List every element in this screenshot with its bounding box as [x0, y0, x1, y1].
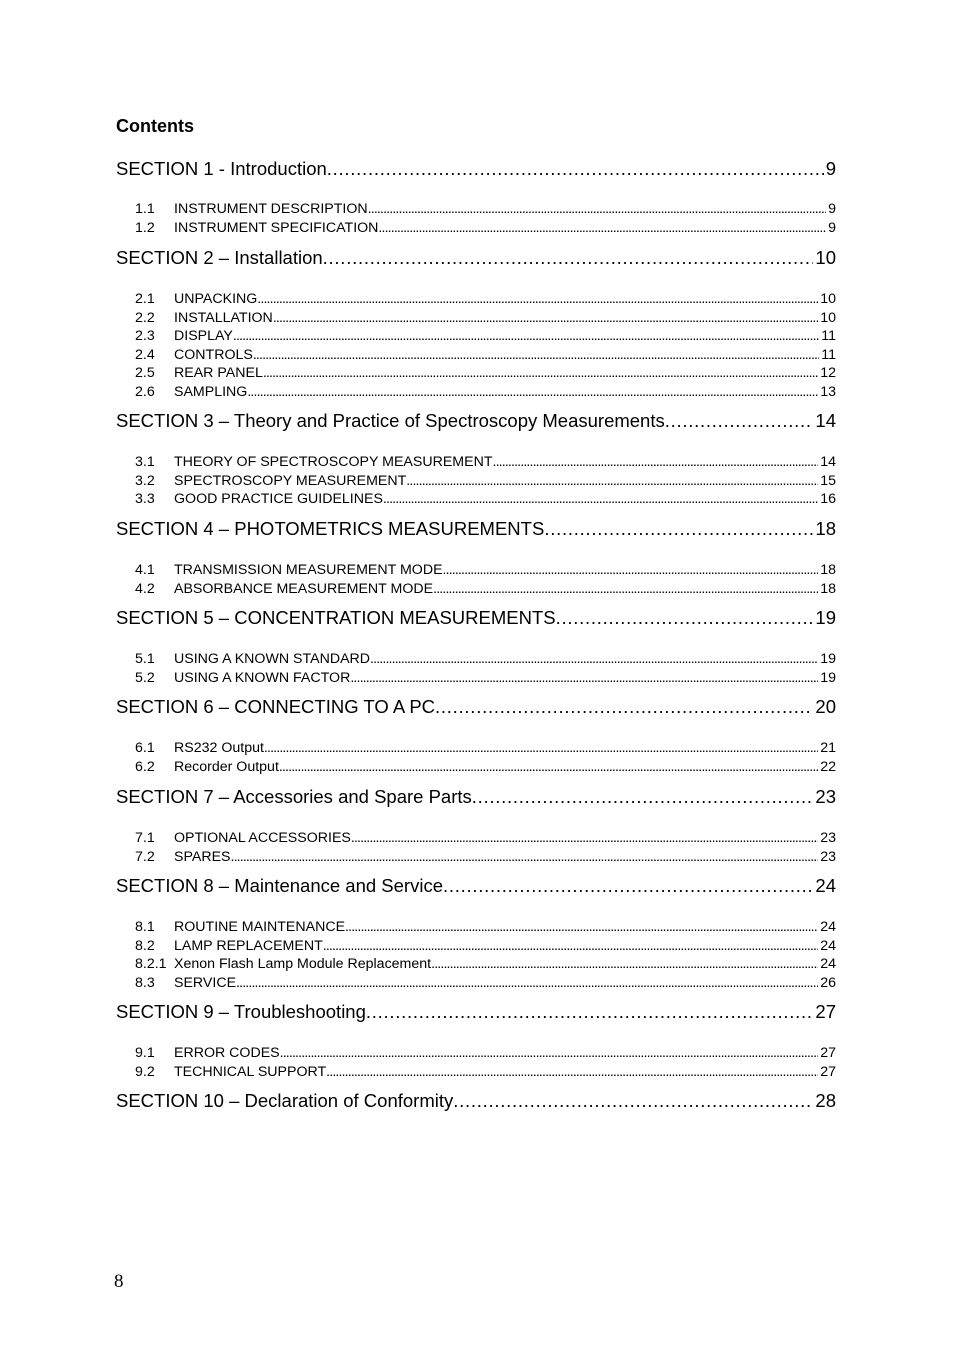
toc-subsection-entry[interactable]	[116, 472, 836, 490]
toc-subsection-number: 5.2	[135, 669, 155, 686]
toc-subsection-page: 9	[828, 201, 836, 217]
toc-subsection-page: 9	[828, 219, 836, 236]
toc-subsection-entry[interactable]	[116, 974, 836, 992]
dot-leader	[326, 1063, 818, 1081]
toc-subsection-page: 27	[820, 1045, 836, 1061]
toc-subsection-entry[interactable]	[116, 669, 836, 687]
toc-section-title: SECTION 3 – Theory and Practice of Spectroscopy Measurements	[116, 410, 665, 431]
dot-leader	[556, 606, 814, 630]
dot-leader	[433, 580, 818, 598]
toc-subsection-title: OPTIONAL ACCESSORIES	[174, 830, 351, 846]
dot-leader	[431, 955, 818, 973]
toc-subsection-entry[interactable]	[116, 200, 836, 218]
dot-leader	[350, 669, 818, 687]
toc-section-title: SECTION 7 – Accessories and Spare Parts	[116, 786, 472, 807]
toc-section-entry[interactable]	[116, 606, 836, 630]
toc-subsection-entry[interactable]	[116, 580, 836, 598]
dot-leader	[406, 472, 818, 490]
toc-subsection-title: Recorder Output	[174, 758, 279, 775]
dot-leader	[264, 739, 818, 757]
toc-subsection-title: INSTRUMENT SPECIFICATION	[174, 219, 379, 236]
toc-section-page: 18	[815, 518, 836, 539]
toc-subsection-entry[interactable]	[116, 918, 836, 936]
toc-subsection-page: 26	[820, 974, 836, 991]
dot-leader	[443, 874, 813, 898]
toc-subsection-page: 11	[821, 346, 836, 363]
toc-subsection-entry[interactable]	[116, 219, 836, 237]
toc-subsection-number: 6.2	[135, 758, 155, 775]
toc-subsection-title: GOOD PRACTICE GUIDELINES	[174, 491, 383, 507]
dot-leader	[368, 200, 826, 218]
dot-leader	[233, 327, 819, 345]
dot-leader	[443, 561, 819, 579]
toc-subsection-entry[interactable]	[116, 383, 836, 401]
toc-subsection-page: 23	[820, 830, 836, 846]
toc-section-entry[interactable]	[116, 1089, 836, 1113]
toc-section-title: SECTION 1 - Introduction	[116, 158, 327, 179]
dot-leader	[453, 1089, 813, 1113]
toc-subsection-title: ABSORBANCE MEASUREMENT MODE	[174, 580, 434, 597]
toc-subsection-title: LAMP REPLACEMENT	[174, 937, 323, 954]
toc-subsection-number: 2.2	[135, 309, 155, 326]
toc-subsection-entry[interactable]	[116, 453, 836, 471]
dot-leader	[378, 219, 826, 237]
toc-section-page: 10	[815, 247, 836, 268]
toc-subsection-number: 9.2	[135, 1063, 155, 1080]
toc-section-title: SECTION 10 – Declaration of Conformity	[116, 1090, 454, 1111]
dot-leader	[492, 453, 818, 471]
toc-section-entry[interactable]	[116, 874, 836, 898]
toc-subsection-entry[interactable]	[116, 758, 836, 776]
toc-subsection-entry[interactable]	[116, 848, 836, 866]
toc-subsection-title: ROUTINE MAINTENANCE	[174, 919, 346, 935]
dot-leader	[351, 829, 818, 847]
toc-subsection-page: 19	[820, 669, 836, 686]
toc-subsection-number: 3.1	[135, 454, 155, 470]
toc-subsection-page: 18	[820, 562, 836, 578]
toc-subsection-title: UNPACKING	[174, 291, 258, 307]
toc-subsection-page: 23	[820, 848, 836, 865]
toc-section-entry[interactable]	[116, 517, 836, 541]
toc-subsection-title: SPECTROSCOPY MEASUREMENT	[174, 472, 407, 489]
dot-leader	[257, 290, 818, 308]
dot-leader	[280, 1044, 819, 1062]
toc-section-page: 28	[815, 1090, 836, 1111]
toc-section-title: SECTION 6 – CONNECTING TO A PC	[116, 696, 436, 717]
toc-subsection-page: 15	[820, 472, 836, 489]
toc-subsection-page: 10	[820, 291, 836, 307]
dot-leader	[247, 383, 818, 401]
toc-subsection-number: 2.4	[135, 346, 155, 363]
toc-subsection-entry[interactable]	[116, 650, 836, 668]
toc-subsection-title: INSTRUMENT DESCRIPTION	[174, 201, 368, 217]
toc-subsection-number: 4.2	[135, 580, 155, 597]
dot-leader	[366, 1000, 814, 1024]
toc-subsection-entry[interactable]	[116, 309, 836, 327]
toc-subsection-title: CONTROLS	[174, 346, 253, 363]
toc-subsection-number: 8.1	[135, 919, 155, 935]
toc-subsection-page: 11	[821, 328, 836, 344]
toc-section-title: SECTION 8 – Maintenance and Service	[116, 875, 443, 896]
toc-subsection-title: REAR PANEL	[174, 365, 263, 381]
toc-subsection-entry[interactable]	[116, 829, 836, 847]
toc-subsection-title: SPARES	[174, 848, 231, 865]
toc-subsection-page: 16	[820, 491, 836, 507]
toc-subsection-page: 14	[820, 454, 836, 470]
toc-subsection-number: 8.2.1	[135, 956, 167, 972]
toc-subsection-page: 21	[820, 740, 836, 756]
toc-subsection-title: DISPLAY	[174, 328, 233, 344]
dot-leader	[544, 517, 813, 541]
dot-leader	[370, 650, 818, 668]
toc-subsection-entry[interactable]	[116, 955, 836, 973]
toc-subsection-entry[interactable]	[116, 490, 836, 508]
toc-subsection-page: 12	[820, 365, 836, 381]
toc-subsection-entry[interactable]	[116, 739, 836, 757]
toc-subsection-page: 10	[820, 309, 836, 326]
toc-section-entry[interactable]	[116, 785, 836, 809]
toc-subsection-entry[interactable]	[116, 290, 836, 308]
toc-section-entry[interactable]	[116, 409, 836, 433]
toc-subsection-page: 13	[820, 383, 836, 400]
dot-leader	[472, 785, 814, 809]
toc-subsection-number: 2.6	[135, 383, 155, 400]
dot-leader	[273, 309, 818, 327]
dot-leader	[231, 848, 819, 866]
toc-section-page: 9	[825, 158, 836, 179]
toc-subsection-page: 18	[820, 580, 836, 597]
contents-heading: Contents	[116, 116, 194, 136]
toc-section-title: SECTION 5 – CONCENTRATION MEASUREMENTS	[116, 607, 556, 628]
dot-leader	[435, 695, 813, 719]
toc-subsection-title: THEORY OF SPECTROSCOPY MEASUREMENT	[174, 454, 493, 470]
toc-subsection-number: 6.1	[135, 740, 155, 756]
toc-subsection-entry[interactable]	[116, 937, 836, 955]
toc-section-title: SECTION 9 – Troubleshooting	[116, 1001, 366, 1022]
toc-subsection-title: TECHNICAL SUPPORT	[174, 1063, 327, 1080]
toc-section-page: 27	[815, 1001, 836, 1022]
toc-subsection-number: 2.1	[135, 291, 155, 307]
toc-subsection-page: 24	[820, 956, 836, 972]
toc-subsection-title: RS232 Output	[174, 740, 264, 756]
dot-leader	[345, 918, 818, 936]
page-number: 8	[114, 1271, 124, 1292]
dot-leader	[253, 346, 819, 364]
toc-subsection-number: 1.2	[135, 219, 155, 236]
dot-leader	[236, 974, 818, 992]
toc-section-entry[interactable]	[116, 246, 836, 270]
toc-subsection-number: 2.3	[135, 328, 155, 344]
dot-leader	[665, 409, 814, 433]
toc-subsection-title: Xenon Flash Lamp Module Replacement	[174, 956, 432, 972]
toc-subsection-number: 5.1	[135, 651, 155, 667]
toc-subsection-number: 1.1	[135, 201, 155, 217]
toc-section-entry[interactable]	[116, 1000, 836, 1024]
toc-section-page: 19	[815, 607, 836, 628]
toc-section-page: 14	[815, 410, 836, 431]
toc-subsection-page: 22	[820, 758, 836, 775]
dot-leader	[323, 937, 818, 955]
toc-section-page: 24	[815, 875, 836, 896]
toc-subsection-entry[interactable]	[116, 561, 836, 579]
toc-subsection-entry[interactable]	[116, 1044, 836, 1062]
toc-subsection-title: ERROR CODES	[174, 1045, 280, 1061]
toc-subsection-entry[interactable]	[116, 327, 836, 345]
toc-subsection-page: 27	[820, 1063, 836, 1080]
toc-subsection-number: 4.1	[135, 562, 155, 578]
dot-leader	[383, 490, 818, 508]
toc-subsection-page: 24	[820, 937, 836, 954]
toc-subsection-entry[interactable]	[116, 1063, 836, 1081]
toc-subsection-number: 7.2	[135, 848, 155, 865]
toc-subsection-page: 19	[820, 651, 836, 667]
toc-subsection-number: 2.5	[135, 365, 155, 381]
toc-section-page: 23	[815, 786, 836, 807]
toc-subsection-title: SAMPLING	[174, 383, 248, 400]
toc-section-title: SECTION 4 – PHOTOMETRICS MEASUREMENTS	[116, 518, 545, 539]
toc-subsection-title: USING A KNOWN FACTOR	[174, 669, 351, 686]
toc-subsection-number: 9.1	[135, 1045, 155, 1061]
toc-subsection-title: SERVICE	[174, 974, 237, 991]
toc-subsection-number: 8.3	[135, 974, 155, 991]
toc-subsection-number: 8.2	[135, 937, 155, 954]
dot-leader	[327, 157, 824, 181]
toc-subsection-title: USING A KNOWN STANDARD	[174, 651, 371, 667]
toc-subsection-entry[interactable]	[116, 364, 836, 382]
toc-section-entry[interactable]	[116, 157, 836, 181]
toc-subsection-number: 7.1	[135, 830, 155, 846]
toc-subsection-number: 3.2	[135, 472, 155, 489]
toc-subsection-number: 3.3	[135, 491, 155, 507]
toc-subsection-title: TRANSMISSION MEASUREMENT MODE	[174, 562, 443, 578]
toc-subsection-title: INSTALLATION	[174, 309, 273, 326]
toc-section-page: 20	[815, 696, 836, 717]
toc-section-title: SECTION 2 – Installation	[116, 247, 323, 268]
dot-leader	[323, 246, 814, 270]
toc-subsection-page: 24	[820, 919, 836, 935]
toc-section-entry[interactable]	[116, 695, 836, 719]
toc-subsection-entry[interactable]	[116, 346, 836, 364]
dot-leader	[279, 758, 818, 776]
dot-leader	[263, 364, 818, 382]
